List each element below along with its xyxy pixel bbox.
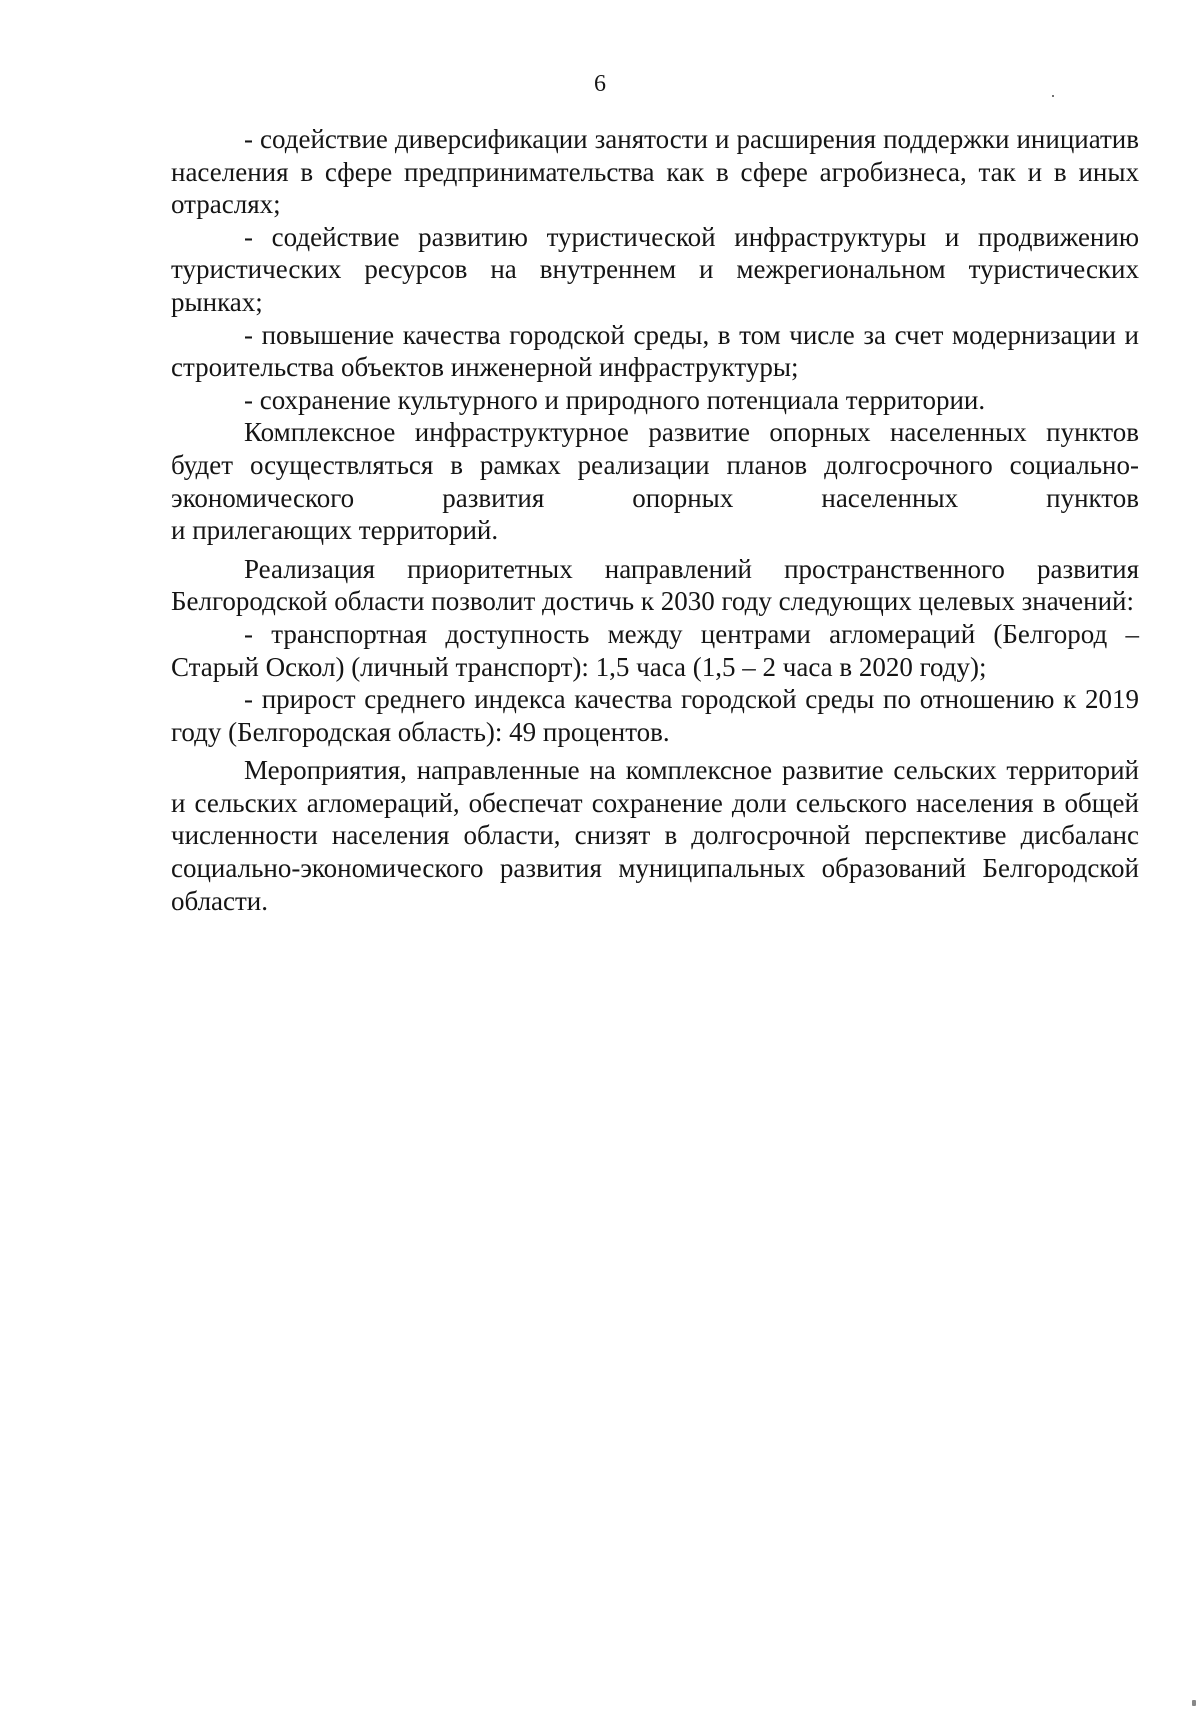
paragraph-cultural-potential: - сохранение культурного и природного потенциала территории. bbox=[244, 384, 986, 415]
paragraph-urban-index-growth: - прирост среднего индекса качества городской среды по отношению к 2019 году (Белгородская область): 49 процентов. bbox=[171, 684, 1139, 747]
scan-speck bbox=[1192, 1700, 1196, 1706]
paragraph-tourism-infrastructure: - содействие развитию туристической инфраструктуры и продвижению туристических ресурсов на внутреннем и межрегиональном туристических рынках; bbox=[171, 221, 1139, 317]
paragraph-urban-environment: - повышение качества городской среды, в том числе за счет модернизации и строительства объектов инженерной инфраструктуры; bbox=[171, 319, 1139, 383]
paragraph-priority-directions: Реализация приоритетных направлений пространственного развития Белгородской области позволит достичь к 2030 году следующих целевых значений: bbox=[171, 553, 1139, 617]
paragraph-employment-diversification: - содействие диверсификации занятости и расширения поддержки инициатив населения в сфере предпринимательства как в сфере агробизнеса, так и в иных отраслях; bbox=[171, 124, 1139, 220]
paragraph-transport-accessibility: - транспортная доступность между центрами агломераций (Белгород – Старый Оскол) (личный транспорт): 1,5 часа (1,5 – 2 часа в 2020 году); bbox=[171, 618, 1139, 682]
document-body bbox=[171, 123, 1139, 917]
paragraph-infrastructure-line-2: и прилегающих территорий. bbox=[171, 515, 499, 546]
paragraph-rural-development: Мероприятия, направленные на комплексное развитие сельских территорий и сельских агломераций, обеспечат сохранение доли сельского населения в общей численности населения области, снизят в долгосрочной перспективе дисбаланс социально-экономического развития муниципальных образований Белгородской области. bbox=[171, 755, 1139, 916]
paragraph-infrastructure-development bbox=[171, 416, 1139, 546]
page-number: 6 bbox=[594, 71, 606, 97]
paragraph-infrastructure-line-1: Комплексное инфраструктурное развитие опорных населенных пунктов будет осуществляться в рамках реализации планов долгосрочного социально-экономического развития опорных населенных пунктов bbox=[171, 417, 1139, 513]
scan-speck bbox=[1052, 95, 1054, 97]
